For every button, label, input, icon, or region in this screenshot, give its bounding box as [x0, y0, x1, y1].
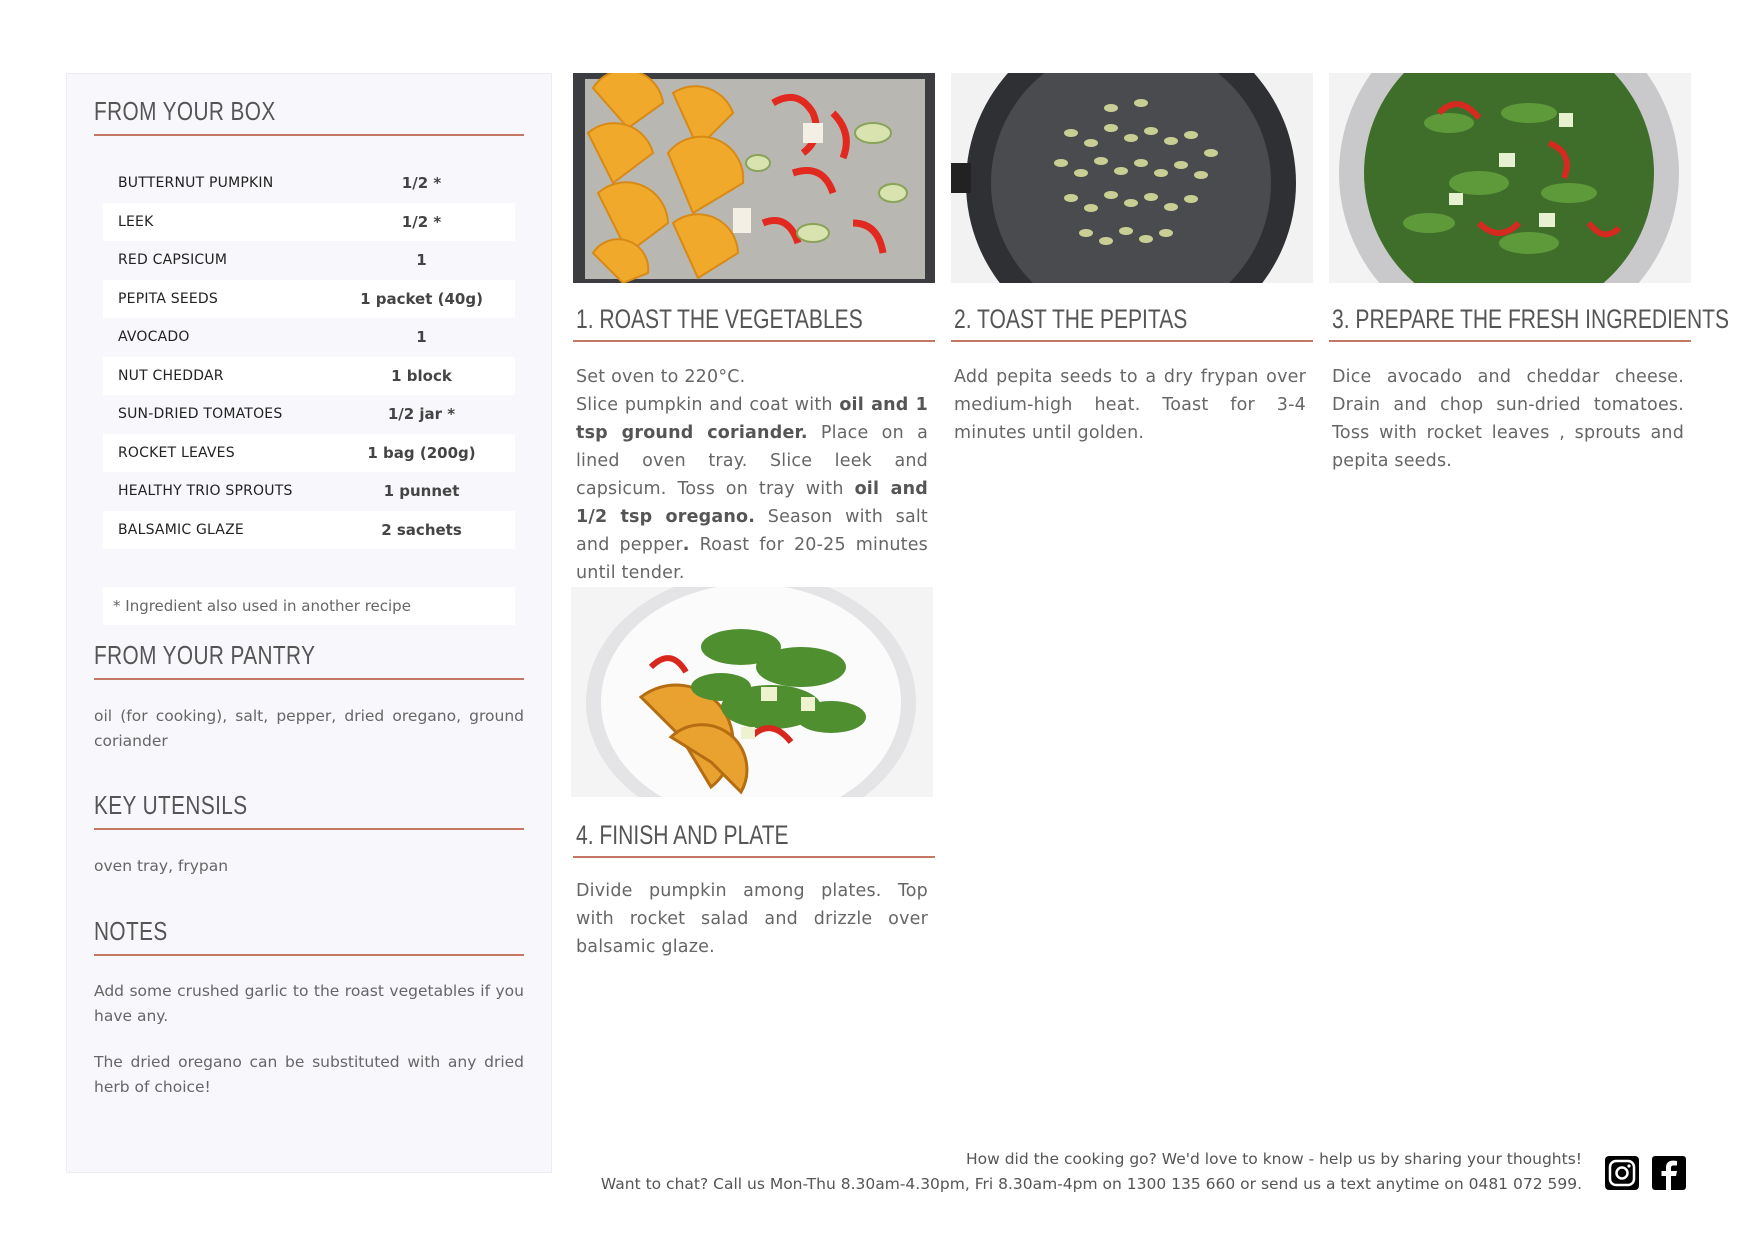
note-text: The dried oregano can be substituted with any dried herb of choice! [94, 1053, 524, 1096]
utensils-text: oven tray, frypan [94, 857, 229, 875]
step-4-instructions: Divide pumpkin among plates. Top with rocket salad and drizzle over balsamic glaze. [576, 881, 928, 957]
ingredient-name: RED CAPSICUM [118, 252, 228, 269]
section-divider [94, 134, 524, 136]
step-1-line: Set oven to 220°C. [576, 367, 746, 387]
ingredient-row [103, 164, 515, 203]
roast-vegetables-photo [573, 73, 935, 283]
ingredient-row [103, 318, 515, 357]
text-run: Roast for 20-25 minutes until tender. [576, 535, 928, 583]
step-4-title: 4. FINISH AND PLATE [576, 820, 789, 850]
ingredient-row [103, 511, 515, 550]
text-run: Slice pumpkin and coat with [576, 395, 840, 415]
pantry-text: oil (for cooking), salt, pepper, dried oregano, ground coriander [94, 707, 524, 750]
from-your-box-title: FROM YOUR BOX [94, 96, 276, 126]
contact-text: Want to chat? Call us Mon-Thu 8.30am-4.30pm, Fri 8.30am-4pm on 1300 135 660 or send us a text anytime on 0481 072 599. [600, 1175, 1582, 1193]
bold-run: oil and 1/2 tsp oregano. [576, 479, 929, 527]
ingredient-row [103, 280, 515, 319]
step-divider [1329, 340, 1691, 342]
toast-pepitas-photo [951, 73, 1313, 283]
ingredient-qty: 1/2 jar * [387, 405, 456, 424]
instagram-icon[interactable] [1604, 1155, 1640, 1191]
section-divider [94, 828, 524, 830]
step-3-instructions: Dice avocado and cheddar cheese. Drain and chop sun-dried tomatoes. Toss with rocket leaves , sprouts and pepita seeds. [1332, 367, 1684, 471]
step-divider [573, 856, 935, 858]
facebook-icon[interactable] [1651, 1155, 1687, 1191]
ingredient-qty: 1 packet (40g) [360, 289, 483, 308]
step-1-instructions [576, 363, 928, 587]
ingredient-row [103, 357, 515, 396]
ingredient-row [103, 241, 515, 280]
ingredient-qty: 1 bag (200g) [367, 443, 476, 462]
ingredients-sidebar [66, 73, 552, 1173]
text-run: Season with salt and pepper [576, 507, 928, 555]
ingredient-name: BUTTERNUT PUMPKIN [118, 175, 274, 192]
ingredient-name: LEEK [118, 213, 154, 230]
fresh-salad-bowl-photo [1329, 73, 1691, 283]
step-2-instructions: Add pepita seeds to a dry frypan over medium-high heat. Toast for 3-4 minutes until golden. [954, 367, 1306, 443]
notes-title: NOTES [94, 916, 168, 946]
feedback-text: How did the cooking go? We'd love to know - help us by sharing your thoughts! [965, 1150, 1582, 1168]
ingredient-name: NUT CHEDDAR [118, 367, 224, 384]
ingredient-name: BALSAMIC GLAZE [118, 521, 244, 538]
bold-run: . [682, 535, 690, 555]
ingredient-qty: 1/2 * [401, 212, 442, 231]
step-divider [573, 340, 935, 342]
step-3-title: 3. PREPARE THE FRESH INGREDIENTS [1332, 304, 1730, 334]
ingredient-qty: 1/2 * [401, 174, 442, 193]
section-divider [94, 954, 524, 956]
step-divider [951, 340, 1313, 342]
section-divider [94, 678, 524, 680]
ingredient-qty: 2 sachets [381, 520, 462, 539]
key-utensils-title: KEY UTENSILS [94, 790, 248, 820]
ingredient-qty: 1 punnet [383, 482, 460, 501]
ingredient-qty: 1 [416, 328, 427, 347]
bold-run: oil and 1 tsp ground coriander. [576, 395, 928, 443]
ingredient-table [103, 164, 515, 549]
ingredient-qty: 1 block [391, 366, 452, 385]
ingredient-name: AVOCADO [118, 329, 190, 346]
step-1-paragraph [576, 391, 928, 587]
ingredient-name: SUN-DRIED TOMATOES [118, 406, 283, 423]
finished-plate-photo [571, 587, 933, 797]
ingredient-footnote: * Ingredient also used in another recipe [103, 587, 515, 625]
ingredient-qty: 1 [416, 251, 427, 270]
ingredient-row [103, 395, 515, 434]
step-2-title: 2. TOAST THE PEPITAS [954, 304, 1188, 334]
ingredient-name: PEPITA SEEDS [118, 290, 218, 307]
from-your-pantry-title: FROM YOUR PANTRY [94, 640, 316, 670]
ingredient-name: ROCKET LEAVES [118, 444, 235, 461]
ingredient-name: HEALTHY TRIO SPROUTS [118, 483, 293, 500]
ingredient-row [103, 472, 515, 511]
ingredient-row [103, 434, 515, 473]
ingredient-row [103, 203, 515, 242]
step-1-title: 1. ROAST THE VEGETABLES [576, 304, 863, 334]
note-text: Add some crushed garlic to the roast vegetables if you have any. [94, 982, 524, 1025]
text-run: Place on a lined oven tray. Slice leek and capsicum. Toss on tray with [576, 423, 928, 499]
